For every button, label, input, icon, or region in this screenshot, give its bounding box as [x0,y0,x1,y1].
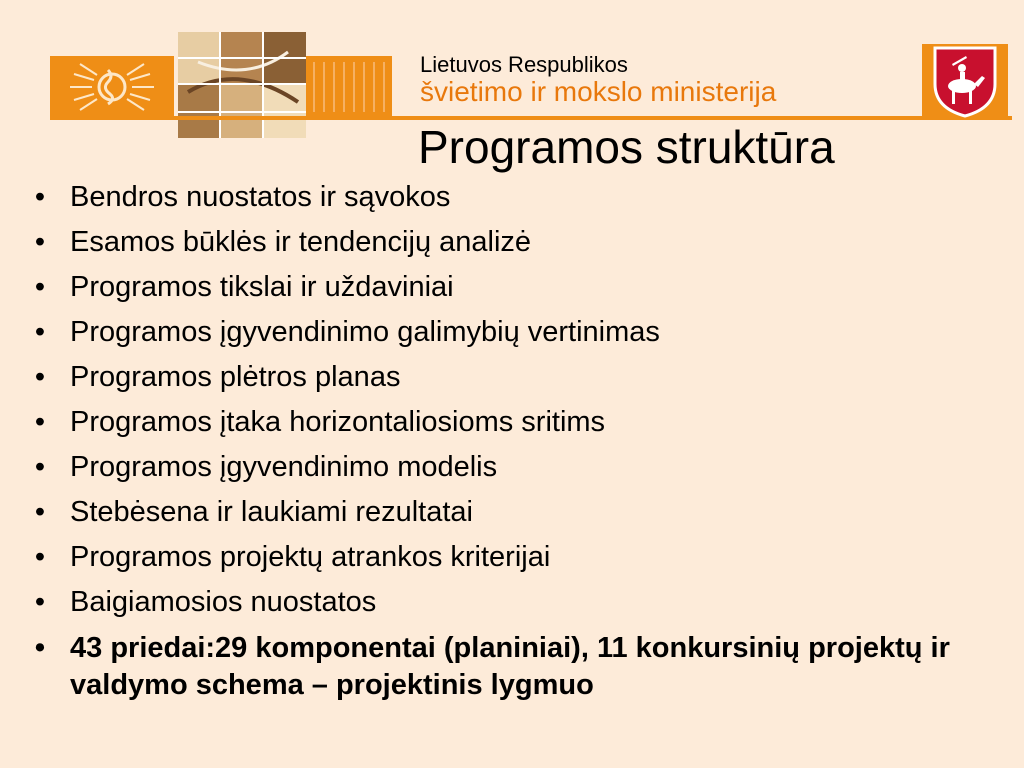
bullet-list [30,180,990,715]
bullet-marker: • [34,541,46,573]
list-item-text: Programos įgyvendinimo galimybių vertinimas [70,316,660,348]
bullet-marker: • [34,181,46,213]
bullet-marker: • [34,632,46,664]
bullet-marker: • [34,226,46,258]
header-pattern [306,56,392,118]
list-item [30,585,990,619]
list-item-text: Programos plėtros planas [70,361,401,393]
bullet-marker: • [34,316,46,348]
list-item [30,450,990,484]
list-item [30,270,990,304]
list-item-text: Baigiamosios nuostatos [70,586,377,618]
list-item-text: Programos įtaka horizontaliosioms sritims [70,406,606,438]
ministry-name-line2: švietimo ir mokslo ministerija [420,76,777,107]
bullet-marker: • [34,586,46,618]
list-item-text: Stebėsena ir laukiami rezultatai [70,496,473,528]
sun-emblem-icon [50,56,174,118]
list-item-text: Esamos būklės ir tendencijų analizė [70,226,532,258]
bullet-marker: • [34,451,46,483]
bullet-marker: • [34,361,46,393]
ministry-name-line1: Lietuvos Respublikos [420,52,628,77]
list-item-text: 43 priedai:29 komponentai (planiniai), 11 konkursinių projektų ir valdymo schema – projektinis lygmuo [70,632,950,701]
bullet-marker: • [34,496,46,528]
slide-title: Programos struktūra [418,121,835,173]
bullet-marker: • [34,406,46,438]
list-item [30,315,990,349]
ministry-logo [50,56,174,118]
list-item [30,540,990,574]
list-item-text: Programos tikslai ir uždaviniai [70,271,454,303]
list-item [30,360,990,394]
list-item-text: Bendros nuostatos ir sąvokos [70,181,451,213]
header-photo [178,32,306,138]
list-item-bold [30,630,990,704]
list-item [30,225,990,259]
list-item [30,180,990,214]
coat-of-arms-icon [922,44,1008,118]
list-item-text: Programos įgyvendinimo modelis [70,451,498,483]
list-item [30,495,990,529]
list-item [30,405,990,439]
bullet-marker: • [34,271,46,303]
list-item-text: Programos projektų atrankos kriterijai [70,541,551,573]
